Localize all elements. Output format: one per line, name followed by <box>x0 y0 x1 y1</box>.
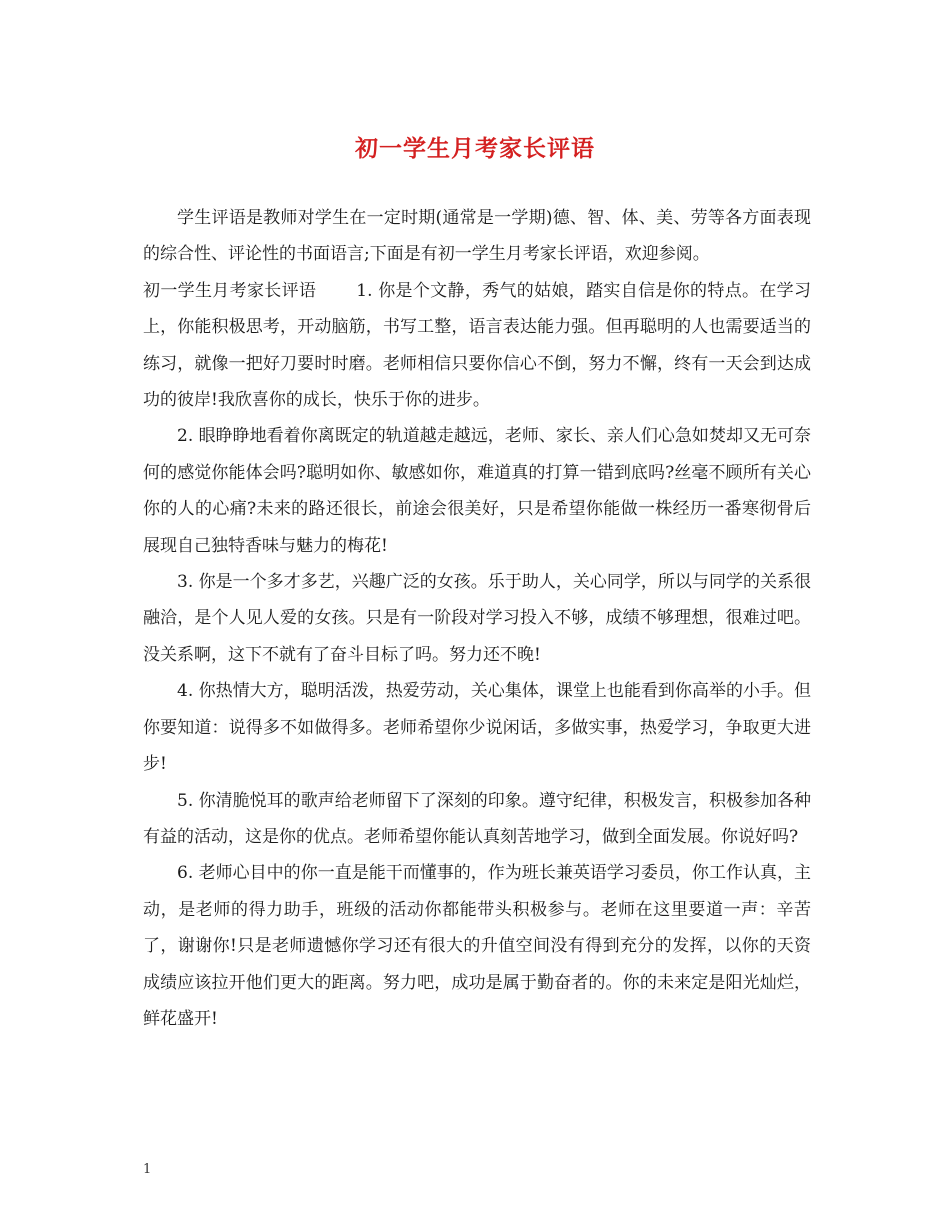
inline-heading: 初一学生月考家长评语 <box>143 280 317 301</box>
comment-2: 2. 眼睁睁地看着你离既定的轨道越走越远，老师、家长、亲人们心急如焚却又无可奈何的感觉你能体会吗?聪明如你、敏感如你，难道真的打算一错到底吗?丝毫不顾所有关心你的人的心痛?未来的路还很长，前途会很美好，只是希望你能做一株经历一番寒彻骨后展现自己独特香味与魅力的梅花! <box>143 426 811 556</box>
comment-paragraph-1 <box>143 273 811 419</box>
comment-3: 3. 你是一个多才多艺，兴趣广泛的女孩。乐于助人，关心同学，所以与同学的关系很融洽，是个人见人爱的女孩。只是有一阶段对学习投入不够，成绩不够理想，很难过吧。没关系啊，这下不就有了奋斗目标了吗。努力还不晚! <box>143 572 811 665</box>
comment-6: 6. 老师心目中的你一直是能干而懂事的，作为班长兼英语学习委员，你工作认真，主动，是老师的得力助手，班级的活动你都能带头积极参与。老师在这里要道一声：辛苦了，谢谢你!只是老师遗憾你学习还有很大的升值空间没有得到充分的发挥，以你的天资成绩应该拉开他们更大的距离。努力吧，成功是属于勤奋者的。你的未来定是阳光灿烂，鲜花盛开! <box>143 863 811 1029</box>
comment-4: 4. 你热情大方，聪明活泼，热爱劳动，关心集体，课堂上也能看到你高举的小手。但你要知道：说得多不如做得多。老师希望你少说闲话，多做实事，热爱学习，争取更大进步! <box>143 681 811 775</box>
page-number: 1 <box>143 1162 152 1177</box>
comment-5: 5. 你清脆悦耳的歌声给老师留下了深刻的印象。遵守纪律，积极发言，积极参加各种有益的活动，这是你的优点。老师希望你能认真刻苦地学习，做到全面发展。你说好吗? <box>143 790 811 847</box>
document-title: 初一学生月考家长评语 <box>355 135 595 162</box>
intro-paragraph: 学生评语是教师对学生在一定时期(通常是一学期)德、智、体、美、劳等各方面表现的综合性、评论性的书面语言;下面是有初一学生月考家长评语，欢迎参阅。 <box>143 208 811 265</box>
document-body <box>143 200 811 1037</box>
comment-1: 1. 你是个文静，秀气的姑娘，踏实自信是你的特点。在学习上，你能积极思考，开动脑筋，书写工整，语言表达能力强。但再聪明的人也需要适当的练习，就像一把好刀要时时磨。老师相信只要你信心不倒，努力不懈，终有一天会到达成功的彼岸!我欣喜你的成长，快乐于你的进步。 <box>143 280 811 411</box>
